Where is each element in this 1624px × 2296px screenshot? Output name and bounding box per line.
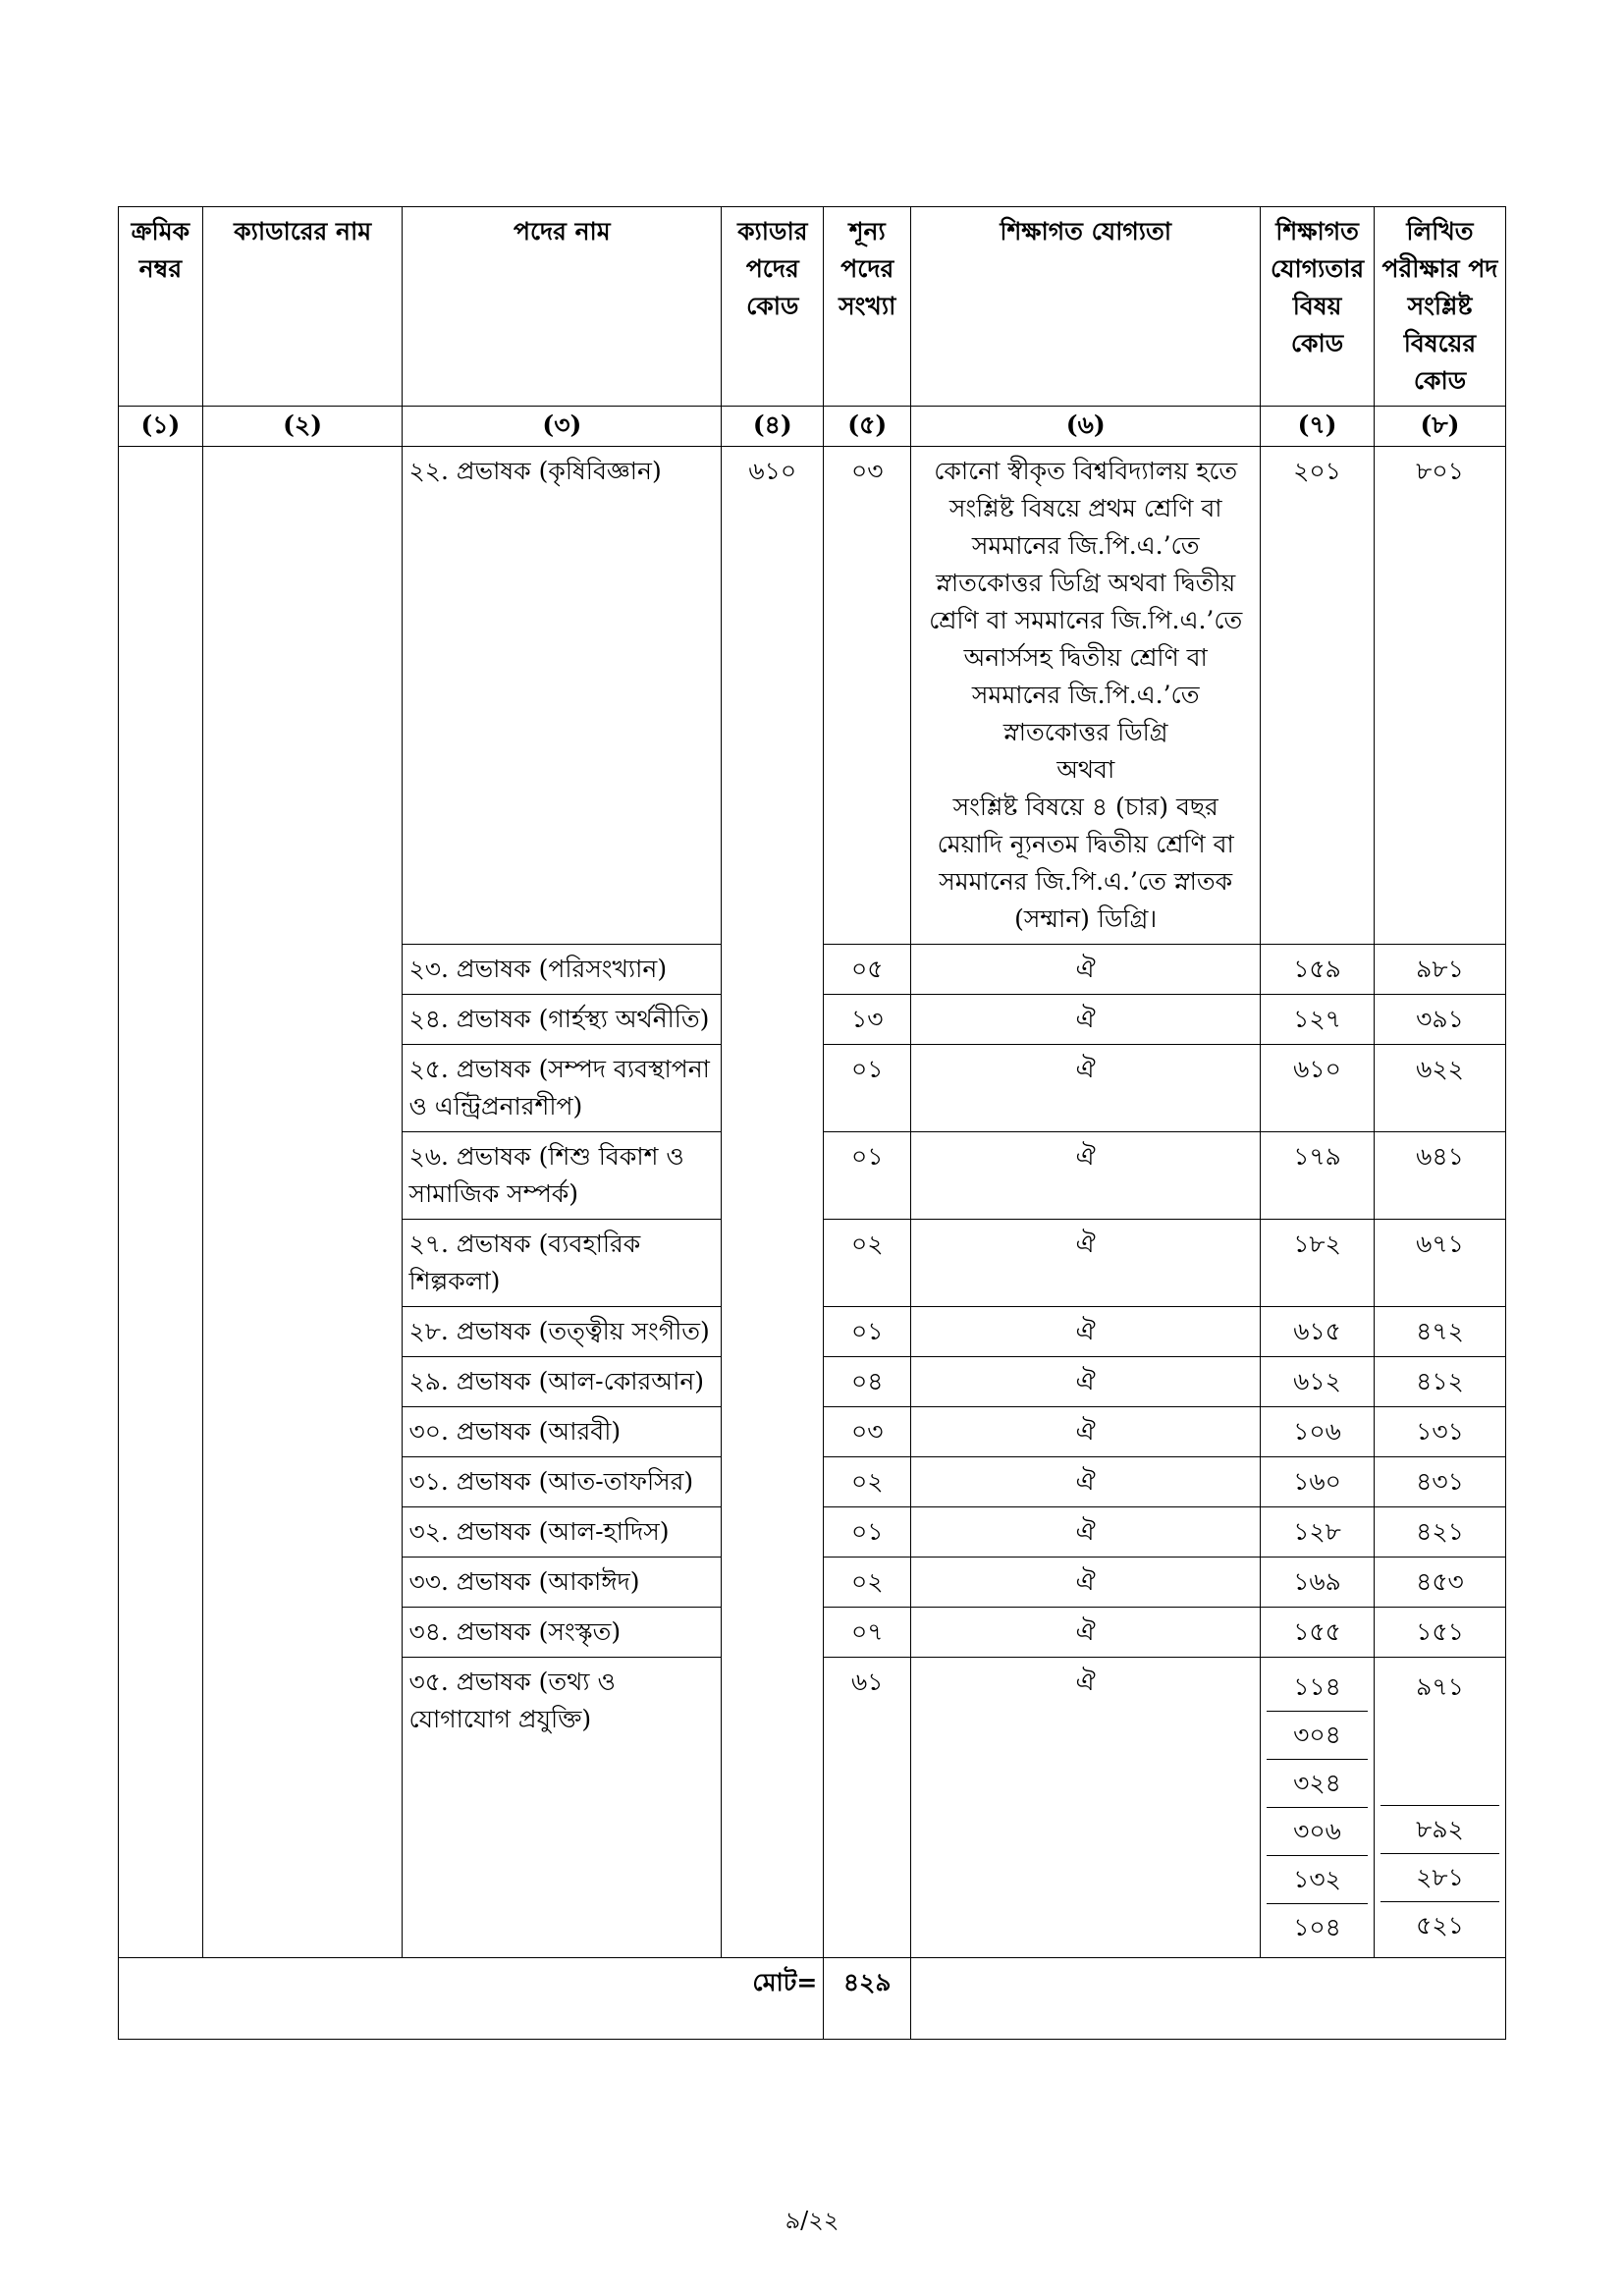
qual-subject-code: ১৭৯ [1261,1132,1375,1220]
post-name: ২৪. প্রভাষক (গার্হস্থ্য অর্থনীতি) [403,995,722,1045]
vacancy-count: ০৫ [824,945,911,995]
written-exam-code-list [1374,1658,1505,1958]
post-name: ২৫. প্রভাষক (সম্পদ ব্যবস্থাপনা ও এন্ট্রিপ্রনারশীপ) [403,1045,722,1132]
qual-subject-code: ১০৬ [1261,1407,1375,1457]
written-exam-code: ৪৫৩ [1374,1558,1505,1608]
qual-subject-code: ৩০৪ [1267,1712,1368,1760]
ditto-mark: ঐ [911,1558,1261,1608]
qual-subject-code: ৬১২ [1261,1357,1375,1407]
ditto-mark: ঐ [911,1608,1261,1658]
vacancy-count: ০১ [824,1132,911,1220]
written-exam-code: ৬২২ [1374,1045,1505,1132]
column-number: (৭) [1261,407,1375,447]
ditto-mark: ঐ [911,1507,1261,1558]
vacancy-table [118,206,1506,2040]
column-number: (৬) [911,407,1261,447]
header-qual-subject-code: শিক্ষাগত যোগ্যতার বিষয় কোড [1261,207,1375,407]
header-qualification: শিক্ষাগত যোগ্যতা [911,207,1261,407]
ditto-mark: ঐ [911,945,1261,995]
qual-subject-code-list [1261,1658,1375,1958]
column-number: (৪) [722,407,824,447]
ditto-mark: ঐ [911,1407,1261,1457]
written-exam-code: ৮০১ [1374,447,1505,945]
page-number: ৯/২২ [785,2207,839,2234]
written-exam-code: ৬৪১ [1374,1132,1505,1220]
cadre-name-cell [202,447,403,1958]
post-name: ৩২. প্রভাষক (আল-হাদিস) [403,1507,722,1558]
ditto-mark: ঐ [911,1658,1261,1958]
post-name: ৩০. প্রভাষক (আরবী) [403,1407,722,1457]
post-name: ৩৩. প্রভাষক (আকাঈদ) [403,1558,722,1608]
total-value: ৪২৯ [824,1958,911,2040]
written-exam-code: ৩৯১ [1374,995,1505,1045]
post-name: ২৯. প্রভাষক (আল-কোরআন) [403,1357,722,1407]
cadre-code: ৬১০ [722,447,824,1958]
written-exam-code: ৫২১ [1380,1902,1499,1950]
qual-subject-code: ১২৭ [1261,995,1375,1045]
column-number: (৮) [1374,407,1505,447]
column-number: (২) [202,407,403,447]
qual-subject-code: ১৫৫ [1261,1608,1375,1658]
qualification-text: কোনো স্বীকৃত বিশ্ববিদ্যালয় হতে সংশ্লিষ্ট বিষয়ে প্রথম শ্রেণি বা সমমানের জি.পি.এ.’তে স্নাতকোত্তর ডিগ্রি অথবা দ্বিতীয় শ্রেণি বা সমমানের জি.পি.এ.’তে অনার্সসহ দ্বিতীয় শ্রেণি বা সমমানের জি.পি.এ.’তে স্নাতকোত্তর ডিগ্রি অথবা সংশ্লিষ্ট বিষয়ে ৪ (চার) বছর মেয়াদি ন্যূনতম দ্বিতীয় শ্রেণি বা সমমানের জি.পি.এ.’তে স্নাতক (সম্মান) ডিগ্রি। [911,447,1261,945]
written-exam-code: ৯৭১ [1416,1672,1464,1701]
written-exam-code: ৬৭১ [1374,1220,1505,1307]
post-name: ২৬. প্রভাষক (শিশু বিকাশ ও সামাজিক সম্পর্ক) [403,1132,722,1220]
header-serial: ক্রমিক নম্বর [119,207,203,407]
qual-subject-code: ৬১০ [1261,1045,1375,1132]
ditto-mark: ঐ [911,1132,1261,1220]
total-row [119,1958,1506,2040]
vacancy-count: ১৩ [824,995,911,1045]
written-exam-code [1380,1711,1499,1758]
vacancy-count: ০২ [824,1457,911,1507]
ditto-mark: ঐ [911,1357,1261,1407]
vacancy-count: ৬১ [824,1658,911,1958]
written-exam-code: ১৩১ [1374,1407,1505,1457]
ditto-mark: ঐ [911,995,1261,1045]
post-name: ২৭. প্রভাষক (ব্যবহারিক শিল্পকলা) [403,1220,722,1307]
qual-subject-code: ১৩২ [1267,1856,1368,1904]
total-label: মোট= [119,1958,824,2040]
written-exam-code [1380,1758,1499,1806]
post-name: ২২. প্রভাষক (কৃষিবিজ্ঞান) [403,447,722,945]
ditto-mark: ঐ [911,1220,1261,1307]
qual-subject-code: ৩২৪ [1267,1760,1368,1808]
header-cadre-code: ক্যাডার পদের কোড [722,207,824,407]
post-name: ২৩. প্রভাষক (পরিসংখ্যান) [403,945,722,995]
column-number: (৫) [824,407,911,447]
vacancy-count: ০২ [824,1220,911,1307]
qual-subject-code: ১৬০ [1261,1457,1375,1507]
written-exam-code: ৮৯২ [1380,1806,1499,1854]
total-row-empty [911,1958,1506,2040]
qual-subject-code: ২০১ [1261,447,1375,945]
serial-cell [119,447,203,1958]
vacancy-count: ০৪ [824,1357,911,1407]
column-number: (১) [119,407,203,447]
written-exam-code: ১৫১ [1374,1608,1505,1658]
post-name: ৩৫. প্রভাষক (তথ্য ও যোগাযোগ প্রযুক্তি) [403,1658,722,1958]
vacancy-count: ০৩ [824,1407,911,1457]
vacancy-count: ০২ [824,1558,911,1608]
written-exam-code: ২৮১ [1380,1854,1499,1902]
header-vacancies: শূন্য পদের সংখ্যা [824,207,911,407]
ditto-mark: ঐ [911,1457,1261,1507]
written-exam-code: ৪২১ [1374,1507,1505,1558]
qual-subject-code: ১৬৯ [1261,1558,1375,1608]
header-post-name: পদের নাম [403,207,722,407]
column-number-row [119,407,1506,447]
qual-subject-code: ১৮২ [1261,1220,1375,1307]
vacancy-count: ০১ [824,1045,911,1132]
written-exam-code: ৪৩১ [1374,1457,1505,1507]
written-exam-code: ৪৭২ [1374,1307,1505,1357]
table-row [119,447,1506,945]
column-number: (৩) [403,407,722,447]
header-written-exam-code: লিখিত পরীক্ষার পদ সংশ্লিষ্ট বিষয়ের কোড [1374,207,1505,407]
post-name: ৩১. প্রভাষক (আত-তাফসির) [403,1457,722,1507]
vacancy-count: ০১ [824,1307,911,1357]
qual-subject-code: ১৫৯ [1261,945,1375,995]
post-name: ৩৪. প্রভাষক (সংস্কৃত) [403,1608,722,1658]
header-row [119,207,1506,407]
post-name: ২৮. প্রভাষক (তত্ত্বীয় সংগীত) [403,1307,722,1357]
vacancy-count: ০৭ [824,1608,911,1658]
qual-subject-code: ১০৪ [1267,1904,1368,1952]
written-exam-code: ৪১২ [1374,1357,1505,1407]
ditto-mark: ঐ [911,1307,1261,1357]
vacancy-count: ০১ [824,1507,911,1558]
header-cadre-name: ক্যাডারের নাম [202,207,403,407]
vacancy-count: ০৩ [824,447,911,945]
qual-subject-code: ৩০৬ [1267,1808,1368,1856]
qual-subject-code: ১১৪ [1293,1672,1341,1701]
qual-subject-code: ১২৮ [1261,1507,1375,1558]
written-exam-code: ৯৮১ [1374,945,1505,995]
ditto-mark: ঐ [911,1045,1261,1132]
qual-subject-code: ৬১৫ [1261,1307,1375,1357]
